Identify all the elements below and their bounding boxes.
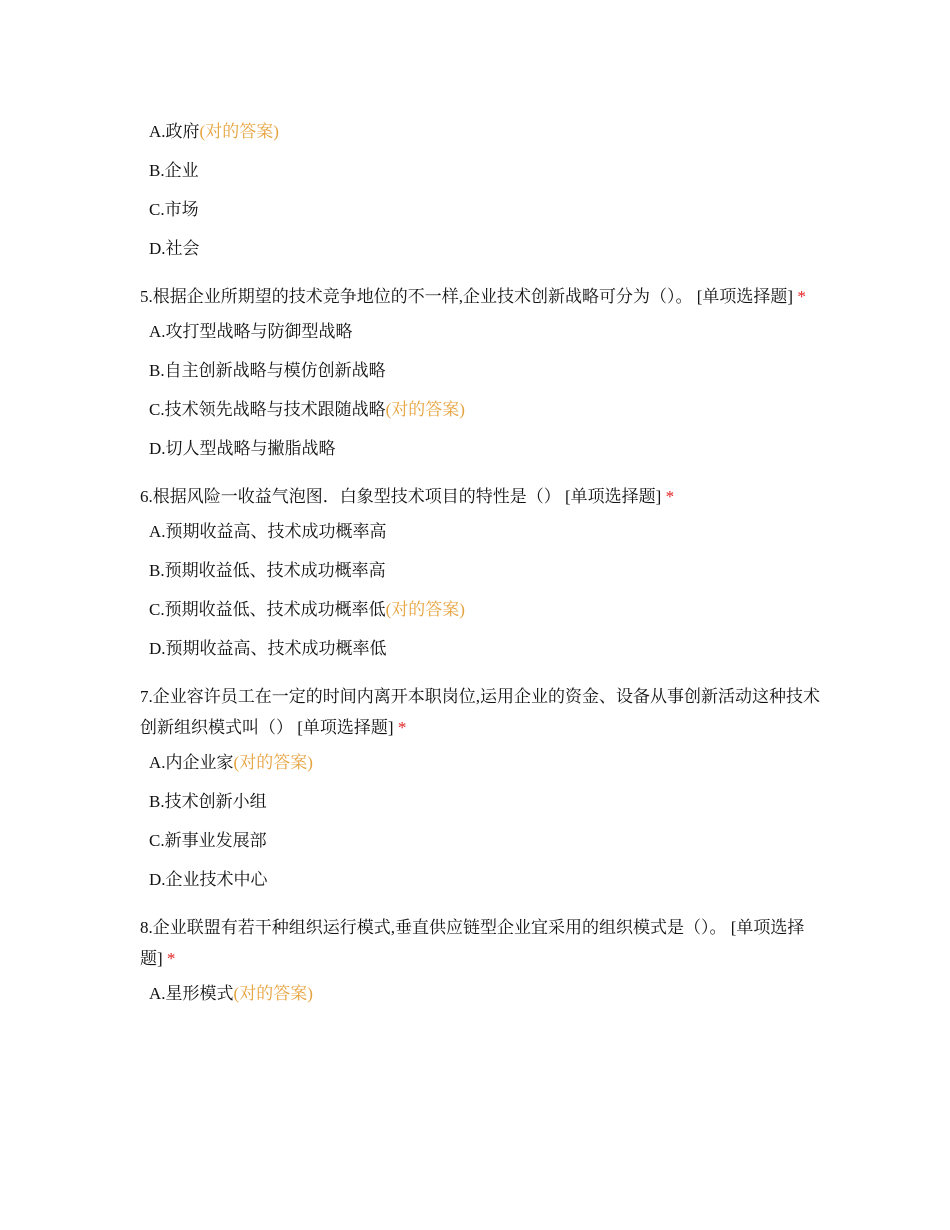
option-a: A.星形模式(对的答案) <box>149 984 313 1003</box>
required-asterisk: * <box>397 718 407 737</box>
option-d: D.预期收益高、技术成功概率低 <box>149 639 387 658</box>
option-c: C.预期收益低、技术成功概率低(对的答案) <box>149 600 465 619</box>
required-asterisk: * <box>797 287 806 306</box>
required-asterisk: * <box>665 487 675 506</box>
correct-answer-mark: (对的答案) <box>233 753 313 772</box>
required-asterisk: * <box>166 949 176 968</box>
option-a: A.预期收益高、技术成功概率高 <box>149 522 387 541</box>
option-b: B.自主创新战略与模仿创新战略 <box>149 361 386 380</box>
question-text: 8.企业联盟有若干种组织运行模式,垂直供应链型企业宜采用的组织模式是（）。 [单项选择题] * <box>140 918 805 968</box>
question-block-7 <box>140 681 820 905</box>
option-a: A.攻打型战略与防御型战略 <box>149 322 353 341</box>
question-text: 7.企业容许员工在一定的时间内离开本职岗位,运用企业的资金、设备从事创新活动这种技术创新组织模式叫（） [单项选择题] * <box>140 687 820 737</box>
option-d: D.企业技术中心 <box>149 870 268 889</box>
option-c: C.新事业发展部 <box>149 831 267 850</box>
document-page <box>140 118 820 1019</box>
question-text: 6.根据风险一收益气泡图．白象型技术项目的特性是（） [单项选择题] * <box>140 487 675 506</box>
question-block-8 <box>140 912 820 1019</box>
option-b: B.企业 <box>149 161 199 180</box>
question-text: 5.根据企业所期望的技术竞争地位的不一样,企业技术创新战略可分为（）。 [单项选择题] * <box>140 287 806 306</box>
question-block-6 <box>140 481 820 674</box>
question-block-4 <box>140 118 820 274</box>
option-d: D.切人型战略与撇脂战略 <box>149 439 336 458</box>
correct-answer-mark: (对的答案) <box>385 400 465 419</box>
correct-answer-mark: (对的答案) <box>385 600 465 619</box>
option-a: A.内企业家(对的答案) <box>149 753 313 772</box>
correct-answer-mark: (对的答案) <box>199 122 279 141</box>
correct-answer-mark: (对的答案) <box>233 984 313 1003</box>
option-d: D.社会 <box>149 239 200 258</box>
option-b: B.预期收益低、技术成功概率高 <box>149 561 386 580</box>
option-c: C.技术领先战略与技术跟随战略(对的答案) <box>149 400 465 419</box>
option-c: C.市场 <box>149 200 199 219</box>
option-a: A.政府(对的答案) <box>149 122 279 141</box>
question-block-5 <box>140 281 820 474</box>
option-b: B.技术创新小组 <box>149 792 267 811</box>
